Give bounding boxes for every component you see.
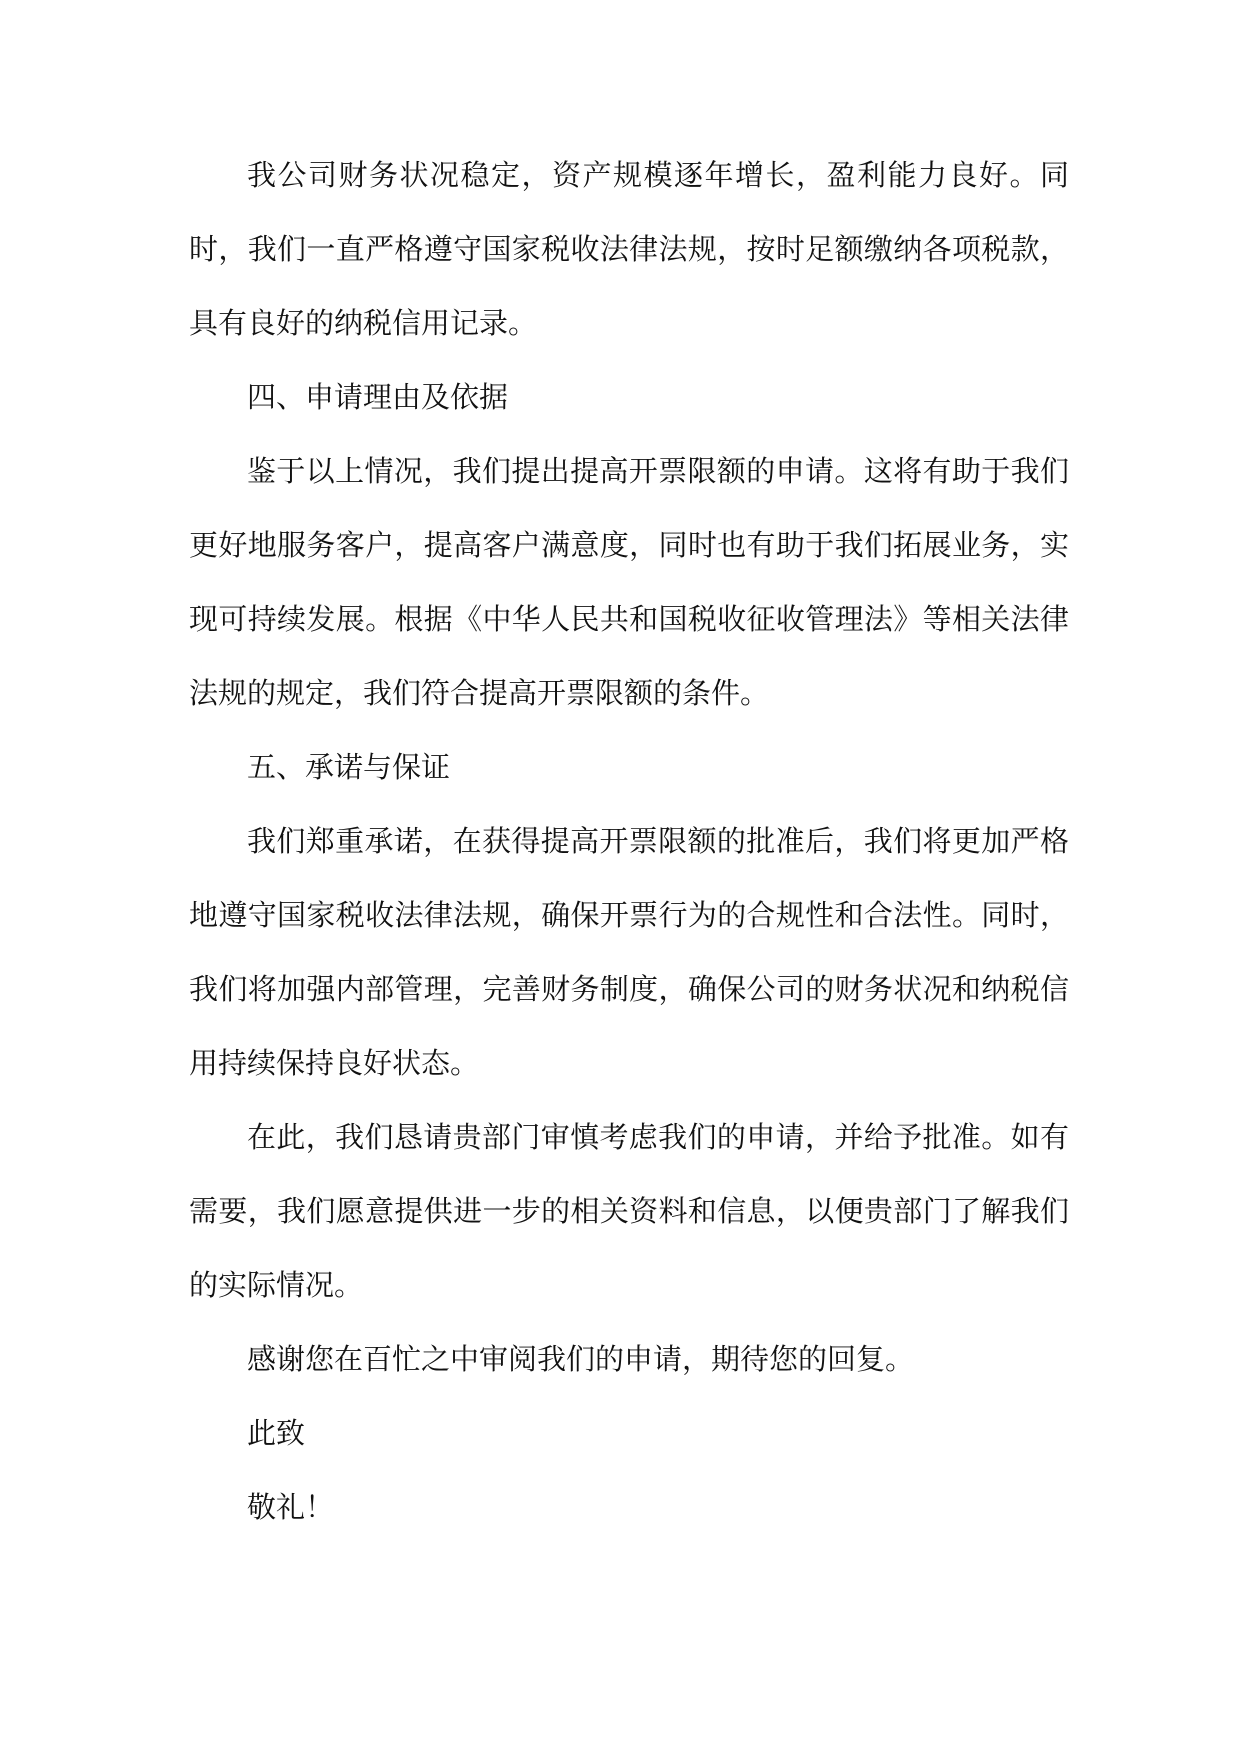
paragraph-request: 在此，我们恳请贵部门审慎考虑我们的申请，并给予批准。如有需要，我们愿意提供进一步的相关资料和信息，以便贵部门了解我们的实际情况。	[189, 1120, 1069, 1302]
paragraph-financial-status: 我公司财务状况稳定，资产规模逐年增长，盈利能力良好。同时，我们一直严格遵守国家税收法律法规，按时足额缴纳各项税款，具有良好的纳税信用记录。	[189, 158, 1069, 340]
document-body	[189, 138, 1069, 1544]
paragraph-thanks: 感谢您在百忙之中审阅我们的申请，期待您的回复。	[247, 1342, 915, 1376]
section-heading-reasons: 四、申请理由及依据	[247, 380, 509, 414]
paragraph-commitment: 我们郑重承诺，在获得提高开票限额的批准后，我们将更加严格地遵守国家税收法律法规，确保开票行为的合规性和合法性。同时，我们将加强内部管理，完善财务制度，确保公司的财务状况和纳税信用持续保持良好状态。	[189, 824, 1069, 1080]
section-heading-commitment: 五、承诺与保证	[247, 750, 451, 784]
closing-regards: 敬礼！	[247, 1490, 335, 1524]
paragraph-reasons: 鉴于以上情况，我们提出提高开票限额的申请。这将有助于我们更好地服务客户，提高客户满意度，同时也有助于我们拓展业务，实现可持续发展。根据《中华人民共和国税收征收管理法》等相关法律法规的规定，我们符合提高开票限额的条件。	[189, 454, 1069, 710]
closing-salutation: 此致	[247, 1416, 306, 1450]
